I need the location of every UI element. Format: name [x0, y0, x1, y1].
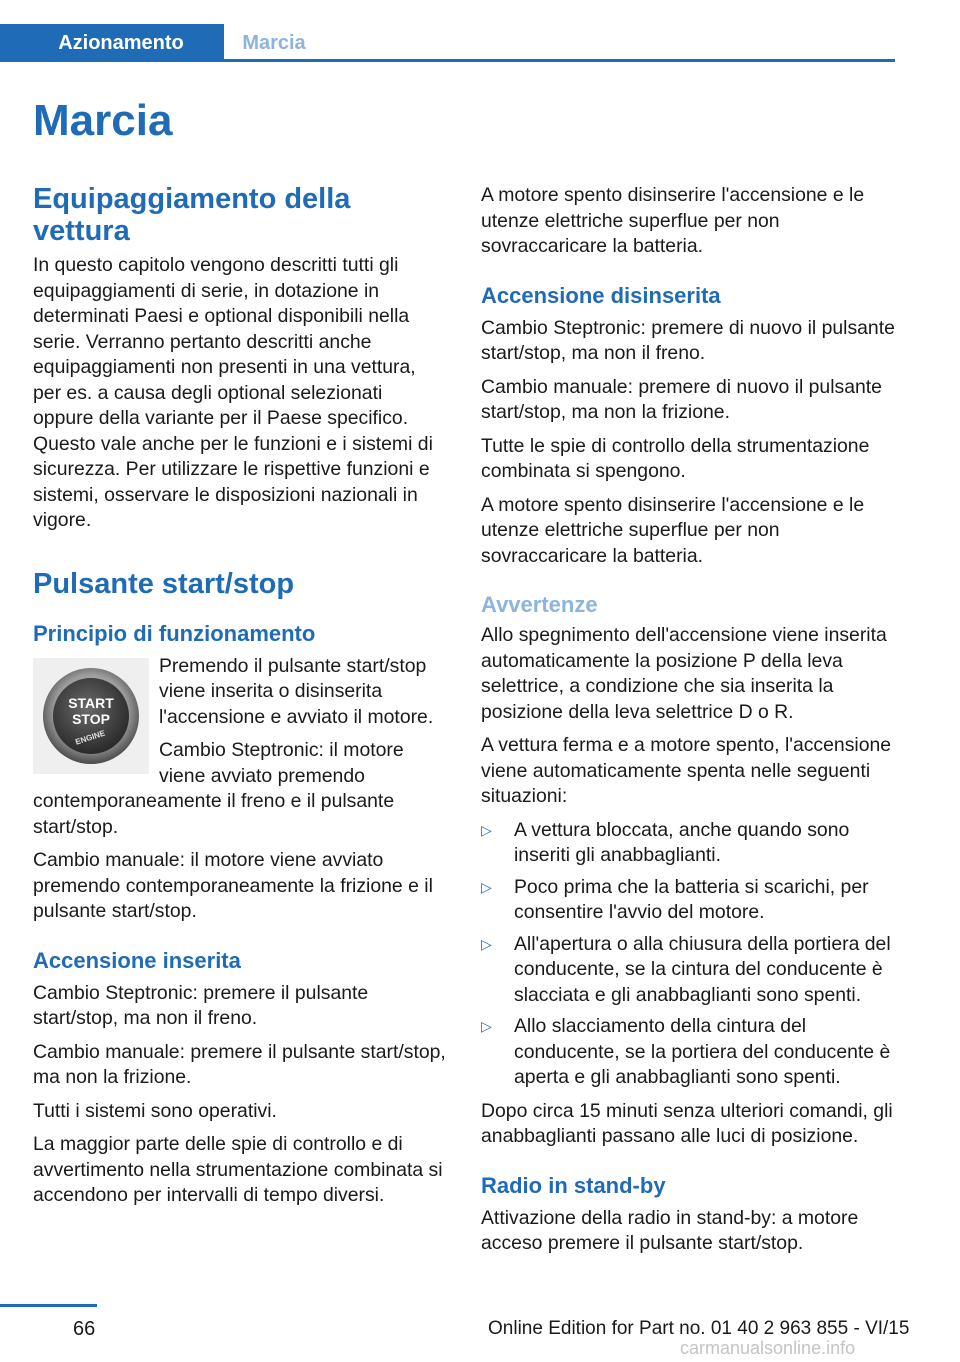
triangle-bullet-icon: ▷ [481, 878, 492, 895]
list-item: ▷ All'apertura o alla chiusura della portiera del conducente, se la cintura del conducente è slacciata e gli anabbaglianti sono spenti. [481, 932, 891, 1006]
radio-standby-heading: Radio in stand-by [481, 1172, 666, 1198]
edition-note: Online Edition for Part no. 01 40 2 963 855 - VI/15 [488, 1318, 910, 1339]
notes-text-2: A vettura ferma e a motore spento, l'accensione viene automaticamente spenta nelle seguenti situazioni: [481, 734, 892, 807]
radio-standby-text: Attivazione della radio in stand-by: a motore acceso premere il pulsante start/stop. [481, 1206, 859, 1254]
triangle-bullet-icon: ▷ [481, 821, 492, 838]
button-label-stop: STOP [72, 710, 110, 727]
principle-heading: Principio di funzionamento [33, 620, 316, 646]
conditions-list [481, 818, 897, 1091]
watermark: carmanualsonline.info [680, 1338, 856, 1358]
notes-heading: Avvertenze [481, 592, 598, 617]
ignition-off-text-4: A motore spento disinserire l'accensione e le utenze elettriche superflue per non sovraccaricare la batteria. [481, 493, 865, 567]
ignition-on-text-3: Tutti i sistemi sono operativi. [33, 1099, 277, 1122]
ignition-on-text-2: Cambio manuale: premere il pulsante start/stop, ma non la frizione. [33, 1040, 446, 1088]
principle-text-2: Cambio Steptronic: il motore viene avviato premendo contemporaneamente il freno e il pulsante start/stop. [33, 739, 404, 838]
start-stop-button-icon [41, 666, 141, 766]
breadcrumb-section-tab[interactable]: Azionamento [0, 24, 224, 62]
page-title: Marcia [33, 96, 173, 145]
notes-text-3: Dopo circa 15 minuti senza ulteriori comandi, gli anabbaglianti passano alle luci di posizione. [481, 1099, 893, 1147]
breadcrumb-page-tab[interactable]: Marcia [242, 31, 306, 54]
button-label-start: START [68, 694, 114, 711]
ignition-on-text-1: Cambio Steptronic: premere il pulsante start/stop, ma non il freno. [33, 981, 369, 1029]
equipment-heading: Equipaggiamento della vettura [33, 183, 351, 247]
triangle-bullet-icon: ▷ [481, 1018, 492, 1034]
list-item: ▷ Allo slacciamento della cintura del conducente, se la portiera del conducente è aperta e gli anabbaglianti sono spenti. [481, 1015, 891, 1088]
button-label-engine: ENGINE [74, 728, 107, 747]
header-rule [0, 59, 895, 62]
ignition-on-heading: Accensione inserita [33, 947, 241, 973]
list-item: ▷ Poco prima che la batteria si scarichi, per consentire l'avvio del motore. [481, 875, 869, 923]
footer-rule [0, 1304, 97, 1307]
triangle-bullet-icon: ▷ [481, 935, 492, 952]
ignition-off-text-2: Cambio manuale: premere di nuovo il pulsante start/stop, ma non la frizione. [481, 375, 882, 423]
principle-text-1: Premendo il pulsante start/stop viene inserita o disinserita l'accensione e avviato il motore. [159, 654, 434, 728]
ignition-off-text-3: Tutte le spie di controllo della strumentazione combinata si spengono. [481, 434, 870, 482]
page-number: 66 [73, 1318, 96, 1340]
notes-text-1: Allo spegnimento dell'accensione viene inserita automaticamente la posizione P della leva selettrice, a condizione che sia inserita la posizione della leva selettrice D o R. [481, 624, 887, 723]
header-bar [0, 24, 895, 62]
intro-text: A motore spento disinserire l'accensione e le utenze elettriche superflue per non sovraccaricare la batteria. [481, 184, 865, 257]
ignition-off-text-1: Cambio Steptronic: premere di nuovo il pulsante start/stop, ma non il freno. [481, 316, 895, 364]
principle-text-3: Cambio manuale: il motore viene avviato premendo contemporaneamente la frizione e il pulsante start/stop. [33, 849, 433, 922]
ignition-on-text-4: La maggior parte delle spie di controllo e di avvertimento nella strumentazione combinata si accendono per intervalli di tempo diversi. [33, 1133, 443, 1206]
start-stop-heading: Pulsante start/stop [33, 567, 295, 600]
left-column [33, 183, 448, 1217]
ignition-off-heading: Accensione disinserita [481, 282, 721, 308]
start-stop-button-image [33, 658, 149, 774]
equipment-text: In questo capitolo vengono descritti tutti gli equipaggiamenti di serie, in dotazione in determinati Paesi e optional disponibili nella serie. Verranno pertanto descritti anche equipaggiamenti non presenti in una vettura, per es. a causa degli optional selezionati oppure della variante per il Paese specifico. Questo vale anche per le funzioni e i sistemi di sicurezza. Per utilizzare le rispettive funzioni e sistemi, osservare le disposizioni nazionali in vigore. [33, 254, 433, 531]
right-column [481, 183, 897, 1265]
list-item: ▷ A vettura bloccata, anche quando sono inseriti gli anabbaglianti. [481, 818, 850, 866]
